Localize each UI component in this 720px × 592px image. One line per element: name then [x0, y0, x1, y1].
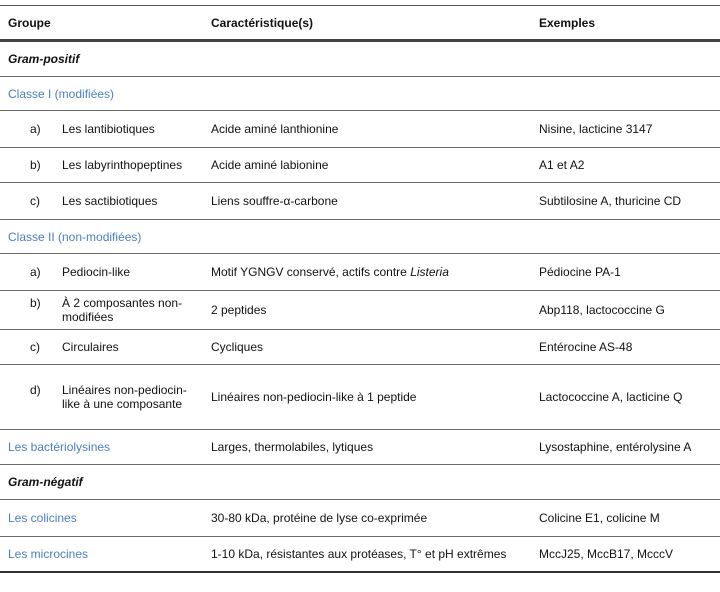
characteristic-emphasis: Listeria — [410, 265, 449, 279]
characteristic-text: Motif YGNGV conservé, actifs contre — [211, 265, 411, 279]
table-row-bacteriolysins — [0, 430, 720, 465]
section-row-gram-positif — [0, 41, 720, 77]
table-row — [0, 183, 720, 220]
group-cell-microcins: Les microcines — [8, 547, 89, 561]
section-gram-positif: Gram-positif — [8, 52, 80, 66]
group-name: Linéaires non-pediocin-like à une composante — [62, 383, 187, 411]
class-row-1 — [0, 77, 720, 111]
table-row — [0, 148, 720, 183]
characteristic-cell: Acide aminé labionine — [211, 158, 329, 172]
characteristic-cell: 30-80 kDa, protéine de lyse co-exprimée — [211, 511, 428, 525]
item-letter: d) — [30, 383, 41, 397]
group-name: Les lantibiotiques — [62, 122, 155, 136]
item-letter: b) — [30, 158, 41, 172]
header-groupe: Groupe — [0, 6, 203, 41]
group-name: Circulaires — [62, 340, 119, 354]
characteristic-cell: Liens souffre-α-carbone — [211, 194, 338, 208]
group-name: Les labyrinthopeptines — [62, 158, 183, 172]
header-caracteristiques: Caractéristique(s) — [203, 6, 531, 41]
table-row — [0, 111, 720, 148]
group-cell — [0, 183, 203, 220]
table-row — [0, 254, 720, 291]
characteristic-cell: Larges, thermolabiles, lytiques — [211, 440, 374, 454]
group-cell — [0, 330, 203, 365]
class-label-1: Classe I (modifiées) — [8, 86, 115, 101]
example-cell: Nisine, lacticine 3147 — [539, 122, 653, 136]
example-cell: Lactococcine A, lacticine Q — [539, 390, 683, 404]
table-row — [0, 537, 720, 573]
characteristic-cell: Acide aminé lanthionine — [211, 122, 339, 136]
header-row — [0, 6, 720, 41]
group-cell — [0, 291, 203, 330]
group-cell — [0, 254, 203, 291]
example-cell: MccJ25, MccB17, McccV — [539, 547, 674, 561]
group-name: À 2 composantes non-modifiées — [62, 296, 183, 324]
characteristic-cell: Cycliques — [211, 340, 264, 354]
item-letter: c) — [30, 340, 40, 354]
header-exemples: Exemples — [531, 6, 720, 41]
characteristic-cell: 2 peptides — [211, 303, 267, 317]
item-letter: a) — [30, 122, 41, 136]
bacteriocin-table — [0, 5, 720, 573]
table-row — [0, 500, 720, 537]
item-letter: b) — [30, 296, 41, 310]
characteristic-cell: Linéaires non-pediocin-like à 1 peptide — [211, 390, 417, 404]
section-row-gram-negatif — [0, 465, 720, 500]
table-row — [0, 330, 720, 365]
example-cell: Abp118, lactococcine G — [539, 303, 665, 317]
group-cell — [0, 148, 203, 183]
group-cell-colicins: Les colicines — [8, 511, 77, 525]
section-gram-negatif: Gram-négatif — [8, 475, 83, 489]
table-row — [0, 365, 720, 430]
group-cell — [0, 365, 203, 430]
class-label-2: Classe II (non-modifiées) — [8, 229, 142, 244]
example-cell: Colicine E1, colicine M — [539, 511, 660, 525]
example-cell: Lysostaphine, entérolysine A — [539, 440, 692, 454]
example-cell: Subtilosine A, thuricine CD — [539, 194, 682, 208]
table-row — [0, 291, 720, 330]
group-cell-bacteriolysins: Les bactériolysines — [8, 440, 111, 454]
example-cell: Entérocine AS-48 — [539, 340, 633, 354]
group-cell — [0, 111, 203, 148]
group-name: Pediocin-like — [62, 265, 131, 279]
item-letter: a) — [30, 265, 41, 279]
group-name: Les sactibiotiques — [62, 194, 158, 208]
class-row-2 — [0, 220, 720, 254]
example-cell: A1 et A2 — [539, 158, 585, 172]
characteristic-cell — [203, 254, 531, 291]
characteristic-cell: 1-10 kDa, résistantes aux protéases, T° et pH extrêmes — [211, 547, 507, 561]
item-letter: c) — [30, 194, 40, 208]
example-cell: Pédiocine PA-1 — [539, 265, 621, 279]
